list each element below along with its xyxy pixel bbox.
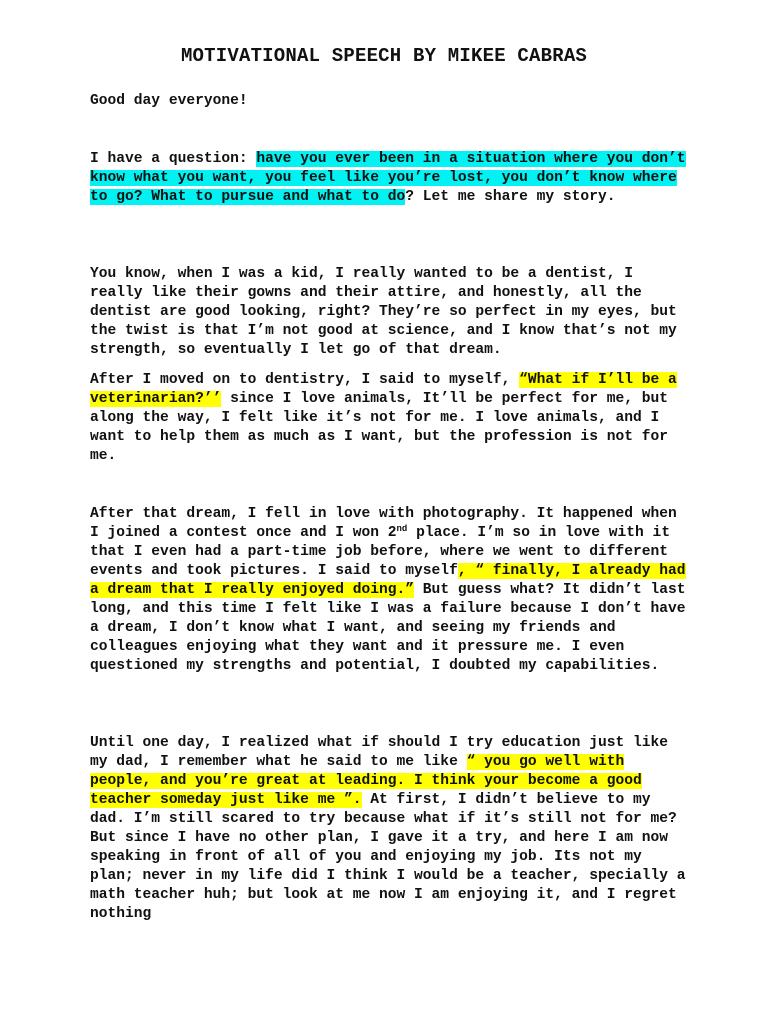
highlighted-quote: “What if I’ll be a veterinarian?’’ (90, 372, 677, 407)
paragraph-photography (90, 505, 690, 676)
paragraph-question (90, 150, 690, 207)
paragraph-text: I have a question: (90, 151, 257, 167)
paragraph-text: After that dream, I fell in love with photography. It happened when I joined a contest once and I won 2 (90, 506, 677, 541)
paragraph-text: ? Let me share my story. (405, 189, 616, 205)
paragraph-veterinarian (90, 371, 690, 466)
highlighted-quote: , “ finally, I already had a dream that I really enjoyed doing.” (90, 563, 686, 598)
paragraph-text: After I moved on to dentistry, I said to myself, (90, 372, 520, 388)
highlighted-text: have you ever been in a situation where you don’t know what you want, you feel like you’re lost, you don’t know where to go? What to pursue and what to do (90, 151, 686, 205)
ordinal-suffix: nd (396, 524, 408, 534)
paragraph-text: At first, I didn’t believe to my dad. I’m still scared to try because what if it’s still not for me? But since I have no other plan, I gave it a try, and here I am now speaking in front of all of you and enjoying my job. Its not my plan; never in my life did I think I would be a teacher, specially a math teacher huh; but look at me now I am enjoying it, and I regret nothing (90, 792, 686, 922)
paragraph-text: Until one day, I realized what if should I try education just like my dad, I remember what he said to me like (90, 735, 669, 770)
greeting: Good day everyone! (90, 93, 248, 109)
paragraph-text: But guess what? It didn’t last long, and this time I felt like I was a failure because I don’t have a dream, I don’t know what I want, and seeing my friends and colleagues enjoying what they want and it pressure me. I even questioned my strengths and potential, I doubted my capabilities. (90, 582, 686, 674)
document-title: MOTIVATIONAL SPEECH BY MIKEE CABRAS (180, 45, 588, 67)
paragraph-education (90, 734, 690, 924)
highlighted-quote: “ you go well with people, and you’re great at leading. I think your become a good teacher someday just like me ”. (90, 754, 642, 808)
paragraph-dentist: You know, when I was a kid, I really wanted to be a dentist, I really like their gowns and their attire, and honestly, all the dentist are good looking, right? They’re so perfect in my eyes, but the twist is that I’m not good at science, and I know that’s not my strength, so eventually I let go of that dream. (90, 266, 677, 358)
paragraph-text: since I love animals, It’ll be perfect for me, but along the way, I felt like it’s not for me. I love animals, and I want to help them as much as I want, but the profession is not for me. (90, 391, 669, 464)
paragraph-text: place. I’m so in love with it that I even had a part-time job before, where we went to different events and took pictures. I said to myself (90, 525, 671, 579)
